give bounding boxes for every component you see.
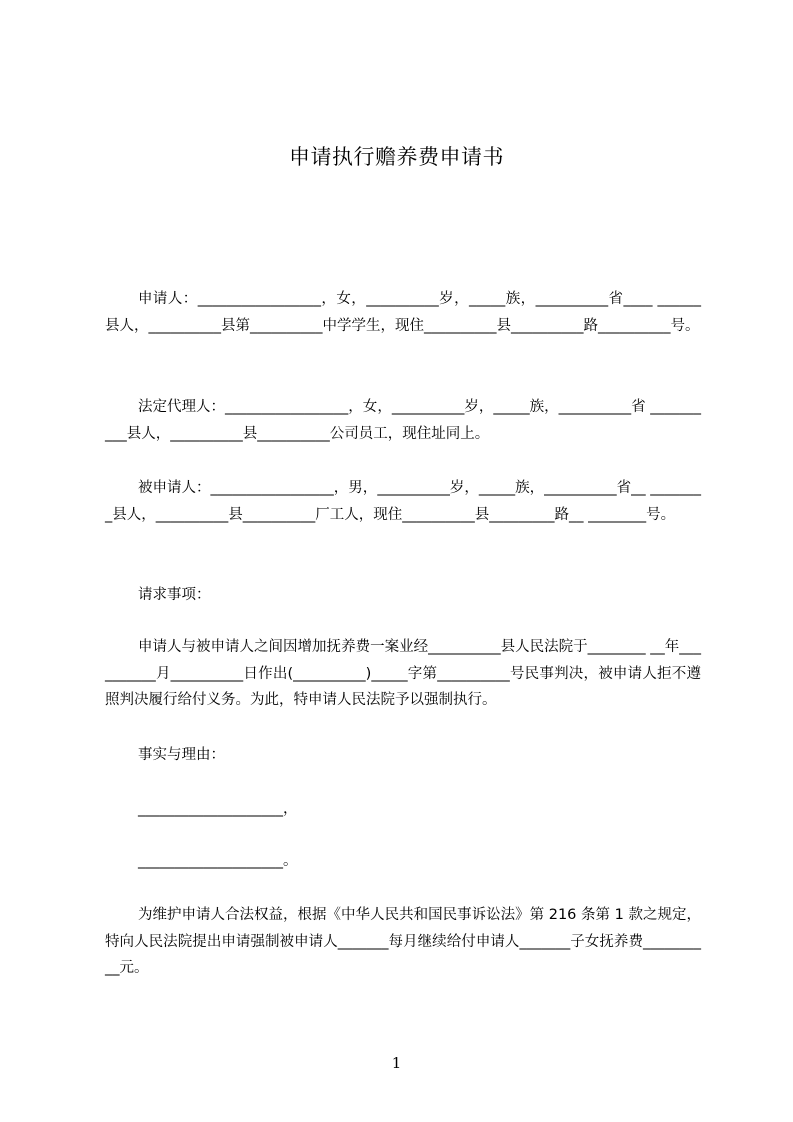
document-title: 申请执行赡养费申请书 xyxy=(289,145,504,169)
facts-blank-line-1: ____________________， xyxy=(138,801,298,817)
applicant-paragraph: 申请人：_________________，女，__________岁，_____族，__________省____ ______县人，__________县第__________中学学生，现住__________县__________路__________号。 xyxy=(105,291,701,334)
page-number: 1 xyxy=(391,1054,402,1072)
basis-paragraph: 为维护申请人合法权益，根据《中华人民共和国民事诉讼法》第 216 条第 1 款之规定，特向人民法院提出申请强制被申请人_______每月继续给付申请人_______子女抚养费__________元。 xyxy=(105,907,701,976)
facts-blank-line-2: ____________________。 xyxy=(138,853,298,869)
facts-heading: 事实与理由： xyxy=(138,747,225,763)
legal-representative-paragraph: 法定代理人：_________________，女，__________岁，_____族，__________省 __________县人，__________县__________公司员工，现住址同上。 xyxy=(105,399,701,442)
request-paragraph: 申请人与被申请人之间因增加抚养费一案业经__________县人民法院于________ __年__________月__________日作出(__________)_____字第__________号民事判决，被申请人拒不遵照判决履行给付义务。为此，特申请人民法院予以强制执行。 xyxy=(105,639,701,708)
request-heading: 请求事项： xyxy=(138,587,211,603)
respondent-paragraph: 被申请人：_________________，男，__________岁，_____族，__________省__ ________县人，__________县__________厂工人，现住__________县_________路__ ________号。 xyxy=(105,480,701,523)
